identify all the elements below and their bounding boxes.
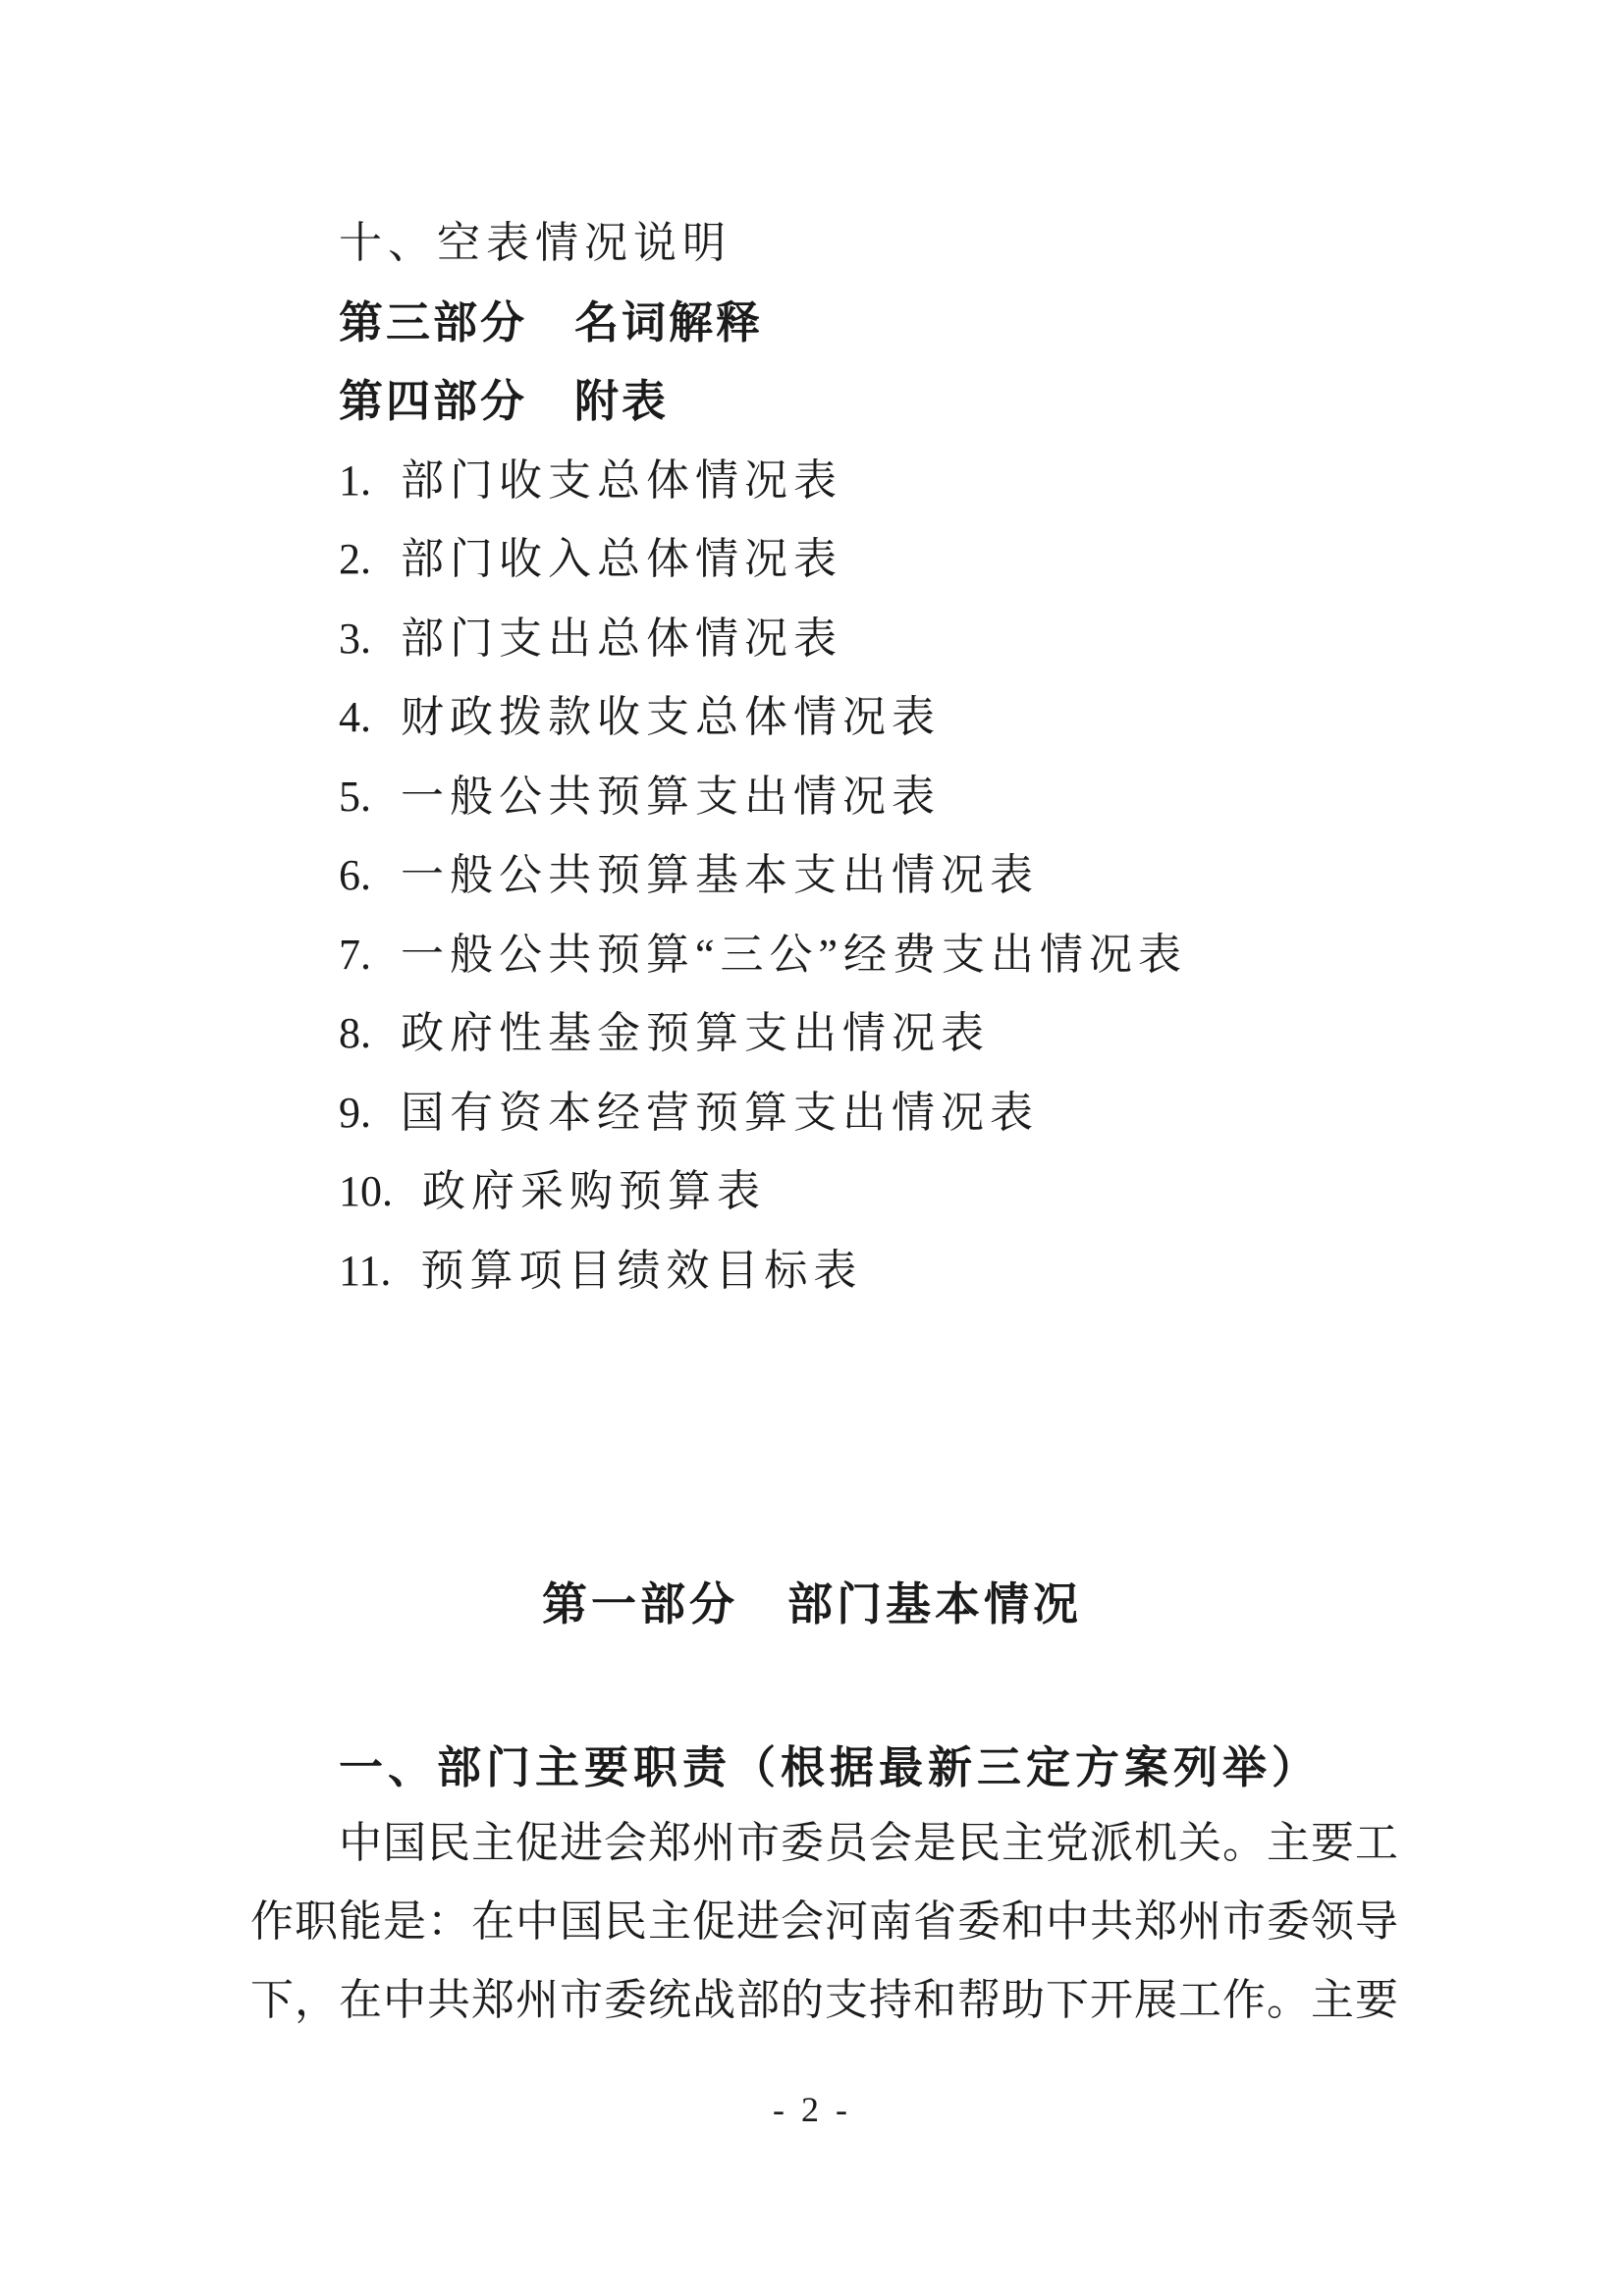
attachment-number: 10.	[339, 1167, 393, 1215]
attachment-number: 4.	[339, 693, 371, 741]
attachment-title: 财政拨款收支总体情况表	[401, 693, 941, 741]
attachment-number: 7.	[339, 930, 371, 979]
toc-part-four-heading: 第四部分 附表	[339, 376, 670, 426]
attachment-title: 部门收入总体情况表	[401, 535, 842, 583]
attachment-title: 部门收支总体情况表	[401, 455, 842, 505]
duty-heading: 一、部门主要职责（根据最新三定方案列举）	[339, 1742, 1322, 1792]
attachment-title: 部门支出总体情况表	[401, 614, 842, 663]
attachment-title: 一般公共预算“三公”经费支出情况表	[401, 930, 1188, 979]
attachment-number: 1.	[339, 455, 371, 505]
attachment-number: 8.	[339, 1009, 371, 1057]
attachment-title: 预算项目绩效目标表	[420, 1246, 863, 1295]
attachment-row	[339, 1232, 1428, 1311]
attachment-number: 6.	[339, 851, 371, 899]
attachment-title: 国有资本经营预算支出情况表	[401, 1088, 1039, 1137]
paragraph-line: 下，在中共郑州市委统战部的支持和帮助下开展工作。主要	[250, 1976, 1399, 2024]
paragraph-line: 中国民主促进会郑州市委员会是民主党派机关。主要工	[339, 1819, 1399, 1867]
attachment-row	[339, 758, 1428, 837]
attachment-title: 政府采购预算表	[422, 1167, 766, 1215]
section-one-heading: 第一部分 部门基本情况	[542, 1578, 1082, 1629]
table-of-contents	[339, 204, 1428, 1310]
attachment-title: 政府性基金预算支出情况表	[401, 1009, 990, 1057]
attachment-row	[339, 994, 1428, 1074]
attachment-row	[339, 916, 1428, 995]
intro-paragraph	[250, 1804, 1399, 2040]
attachment-row	[339, 1074, 1428, 1153]
page-number: - 2 -	[773, 2090, 851, 2129]
attachment-title: 一般公共预算基本支出情况表	[401, 851, 1039, 899]
paragraph-line: 作职能是：在中国民主促进会河南省委和中共郑州市委领导	[250, 1897, 1399, 1946]
attachment-title: 一般公共预算支出情况表	[401, 772, 941, 821]
attachment-row	[339, 678, 1428, 758]
attachment-row	[339, 520, 1428, 600]
attachment-row	[339, 1152, 1428, 1232]
attachment-number: 11.	[339, 1246, 392, 1295]
toc-item-ten: 十、空表情况说明	[339, 219, 731, 267]
attachment-number: 3.	[339, 614, 371, 663]
attachment-row	[339, 442, 1428, 521]
attachment-number: 2.	[339, 535, 371, 583]
attachment-number: 5.	[339, 772, 371, 821]
attachment-row	[339, 836, 1428, 916]
attachment-row	[339, 600, 1428, 679]
attachment-number: 9.	[339, 1088, 371, 1137]
toc-part-three-heading: 第三部分 名词解释	[339, 296, 764, 347]
